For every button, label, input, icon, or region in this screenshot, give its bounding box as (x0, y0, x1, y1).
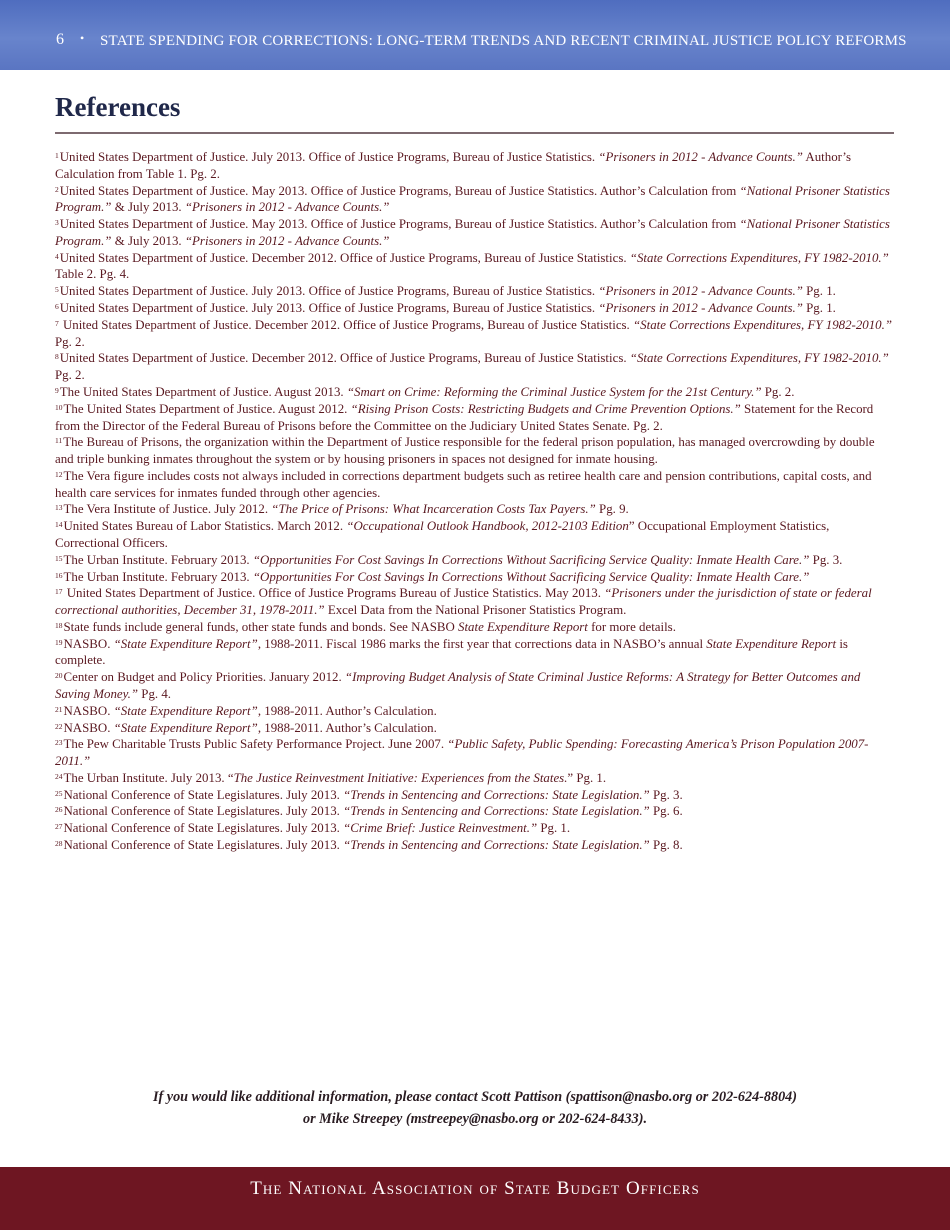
reference-number: 1 (55, 151, 59, 160)
reference-title: “State Corrections Expenditures, FY 1982-2010.” (629, 351, 889, 366)
reference-text: United States Department of Justice. December 2012. Office of Justice Programs, Bureau of Justice Statistics. (59, 317, 634, 332)
reference-item (55, 300, 895, 317)
contact-info (0, 1086, 950, 1130)
reference-title: “Trends in Sentencing and Corrections: State Legislation.” (343, 787, 650, 802)
reference-text: United States Department of Justice. July 2013. Office of Justice Programs, Bureau of Justice Statistics. (59, 284, 599, 299)
reference-text: State funds include general funds, other state funds and bonds. See NASBO (63, 619, 459, 634)
reference-title: “Trends in Sentencing and Corrections: State Legislation.” (343, 804, 650, 819)
footer-banner (0, 1167, 950, 1230)
reference-item (55, 149, 895, 183)
reference-number: 16 (55, 570, 63, 580)
reference-text: Pg. 1. (537, 821, 571, 836)
title-divider (55, 132, 894, 134)
reference-title: “Prisoners in 2012 - Advance Counts.” (598, 284, 803, 299)
reference-title: State Expenditure Report (706, 636, 837, 651)
reference-text: United States Department of Justice. July 2013. Office of Justice Programs, Bureau of Justice Statistics. (59, 301, 599, 316)
reference-number: 24 (55, 771, 63, 781)
reference-text: Author’s Calculation from Table 1. Pg. 2. (55, 150, 852, 181)
reference-text: United States Department of Justice. December 2012. Office of Justice Programs, Bureau of Justice Statistics. (59, 351, 630, 366)
reference-text: National Conference of State Legislatures. July 2013. (63, 821, 344, 836)
reference-title: “State Expenditure Report” (113, 703, 258, 718)
reference-text: United States Department of Justice. Office of Justice Programs Bureau of Justice Statistics. May 2013. (63, 586, 605, 601)
header-separator: • (80, 31, 85, 45)
reference-number: 10 (55, 402, 63, 412)
reference-number: 9 (55, 385, 59, 395)
reference-number: 17 (55, 587, 63, 597)
footer-organization: The National Association of State Budget Officers (250, 1178, 700, 1199)
reference-text: The Vera Institute of Justice. July 2012. (63, 502, 272, 517)
reference-item (55, 434, 895, 468)
references-list (55, 149, 895, 854)
reference-text: Pg. 4. (138, 687, 172, 701)
reference-item (55, 636, 895, 670)
reference-text: The Pew Charitable Trusts Public Safety Performance Project. June 2007. (63, 737, 448, 752)
reference-number: 21 (55, 704, 63, 714)
reference-item (55, 501, 895, 518)
reference-text: United States Department of Justice. May 2013. Office of Justice Programs, Bureau of Justice Statistics. Author’s Calculation from (59, 183, 740, 198)
reference-text: for more details. (587, 619, 676, 634)
reference-text: is complete. (55, 636, 848, 668)
reference-text: NASBO. (63, 703, 114, 718)
reference-text: Table 2. Pg. 4. (55, 267, 130, 282)
reference-title: “Prisoners in 2012 - Advance Counts.” (598, 301, 803, 316)
reference-number: 19 (55, 637, 63, 647)
reference-text: Pg. 3. (809, 552, 843, 567)
reference-number: 14 (55, 520, 63, 530)
reference-number: 23 (55, 738, 63, 748)
reference-text: , 1988-2011. Author’s Calculation. (257, 703, 437, 718)
reference-text: Pg. 9. (595, 502, 629, 517)
reference-text: & July 2013. (111, 200, 185, 215)
reference-text: The Bureau of Prisons, the organization within the Department of Justice responsible for the federal prison population, has managed overcrowding by double and triple bunking inmates throughout the system or by housing prisoners in spaces not designed for inmate housing. (55, 435, 875, 467)
reference-title: “Prisoners in 2012 - Advance Counts.” (184, 200, 390, 215)
reference-text: United States Department of Justice. May 2013. Office of Justice Programs, Bureau of Justice Statistics. Author’s Calculation from (59, 217, 740, 232)
reference-item (55, 216, 895, 250)
reference-item (55, 552, 895, 569)
reference-number: 20 (55, 671, 63, 681)
reference-text: , 1988-2011. Fiscal 1986 marks the first year that corrections data in NASBO’s annual (257, 636, 707, 651)
reference-title: “Smart on Crime: Reforming the Criminal Justice System for the 21st Century.” (346, 384, 762, 399)
reference-title: “Prisoners under the jurisdiction of state or federal correctional authorities, December 31, 1978-2011.” (55, 586, 872, 618)
reference-title: “State Corrections Expenditures, FY 1982-2010.” (629, 250, 889, 265)
reference-text: The Urban Institute. February 2013. (63, 569, 253, 584)
reference-item (55, 669, 895, 703)
reference-title: “Opportunities For Cost Savings In Corrections Without Sacrificing Service Quality: Inmate Health Care.” (252, 552, 810, 567)
reference-text: Pg. 3. (649, 787, 683, 802)
reference-item (55, 736, 895, 770)
reference-title: “Occupational Outlook Handbook, 2012-2103 Edition (346, 519, 629, 534)
reference-item (55, 250, 895, 284)
running-title: STATE SPENDING FOR CORRECTIONS: LONG-TERM TRENDS AND RECENT CRIMINAL JUSTICE POLICY REFORMS (100, 33, 907, 49)
reference-text: United States Department of Justice. December 2012. Office of Justice Programs, Bureau of Justice Statistics. (59, 250, 630, 265)
reference-item (55, 317, 895, 351)
reference-title: “Improving Budget Analysis of State Criminal Justice Reforms: A Strategy for Better Outcomes and Saving Money.” (55, 670, 861, 701)
reference-title: “State Expenditure Report” (113, 720, 258, 735)
reference-item (55, 619, 895, 636)
reference-number: 2 (55, 184, 59, 194)
reference-number: 18 (55, 620, 63, 630)
reference-title: State Expenditure Report (458, 619, 588, 634)
reference-item (55, 770, 895, 787)
reference-text: United States Department of Justice. July 2013. Office of Justice Programs, Bureau of Justice Statistics. (59, 150, 599, 164)
reference-text: ” Pg. 1. (567, 770, 607, 785)
reference-item (55, 468, 895, 502)
reference-text: National Conference of State Legislatures. July 2013. (63, 787, 344, 802)
contact-line-1: If you would like additional information, please contact Scott Pattison (spattison@nasbo.org or 202-624-8804) (153, 1089, 797, 1105)
reference-title: “National Prisoner Statistics Program.” (55, 183, 890, 215)
reference-item (55, 384, 895, 401)
reference-item (55, 283, 895, 300)
reference-text: The United States Department of Justice. August 2012. (63, 401, 351, 416)
reference-number: 13 (55, 503, 63, 513)
reference-text: Center on Budget and Policy Priorities. January 2012. (63, 670, 345, 685)
reference-text: NASBO. (63, 636, 114, 651)
reference-number: 8 (55, 352, 59, 362)
reference-text: The Vera figure includes costs not always included in corrections department budgets such as retiree health care and pension contributions, capital costs, and health care services for inmates funded through other agencies. (55, 468, 872, 500)
reference-number: 26 (55, 805, 63, 815)
reference-text: Pg. 1. (802, 301, 836, 316)
reference-text: Excel Data from the National Prisoner Statistics Program. (324, 603, 627, 618)
reference-number: 28 (55, 839, 63, 849)
page-title: References (55, 92, 181, 122)
reference-item (55, 183, 895, 217)
reference-text: National Conference of State Legislatures. July 2013. (63, 804, 344, 819)
reference-number: 22 (55, 721, 63, 731)
reference-number: 3 (55, 218, 59, 228)
page-number: 6 (56, 31, 64, 48)
reference-title: “State Corrections Expenditures, FY 1982-2010.” (633, 317, 893, 332)
reference-text: Pg. 8. (649, 838, 683, 853)
reference-item (55, 787, 895, 804)
reference-title: “Trends in Sentencing and Corrections: State Legislation.” (343, 838, 650, 853)
reference-text: National Conference of State Legislatures. July 2013. (63, 838, 344, 853)
reference-text: NASBO. (63, 720, 114, 735)
reference-item (55, 585, 895, 619)
reference-title: “Prisoners in 2012 - Advance Counts.” (184, 233, 390, 248)
reference-number: 11 (55, 436, 63, 446)
reference-title: “Public Safety, Public Spending: Forecasting America’s Prison Population 2007-2011.” (55, 737, 869, 769)
reference-title: “Crime Brief: Justice Reinvestment.” (343, 821, 538, 836)
reference-text: The Urban Institute. February 2013. (63, 552, 253, 567)
reference-text: Pg. 2. (55, 368, 85, 383)
reference-number: 4 (55, 251, 59, 261)
reference-item (55, 569, 895, 586)
reference-item (55, 720, 895, 737)
reference-text: Statement for the Record from the Director of the Federal Bureau of Prisons before the Committee on the Judiciary United States Senate. Pg. 2. (55, 401, 874, 433)
reference-text: ” Occupational Employment Statistics, Correctional Officers. (55, 519, 830, 550)
reference-text: United States Bureau of Labor Statistics. March 2012. (63, 519, 347, 534)
reference-text: The Urban Institute. July 2013. “ (63, 770, 234, 785)
reference-item (55, 401, 895, 435)
reference-number: 5 (55, 285, 59, 295)
reference-text: Pg. 6. (649, 804, 683, 819)
reference-item (55, 350, 895, 384)
reference-number: 27 (55, 822, 63, 832)
contact-line-2: or Mike Streepey (mstreepey@nasbo.org or 202-624-8433). (303, 1111, 647, 1127)
reference-item (55, 803, 895, 820)
reference-item (55, 820, 895, 837)
reference-number: 6 (55, 302, 59, 312)
reference-title: “Opportunities For Cost Savings In Corrections Without Sacrificing Service Quality: Inmate Health Care.” (252, 569, 810, 584)
reference-item (55, 703, 895, 720)
reference-text: & July 2013. (111, 233, 185, 248)
page-header-banner (0, 0, 950, 70)
reference-number: 12 (55, 469, 63, 479)
reference-title: “Prisoners in 2012 - Advance Counts.” (598, 150, 803, 164)
reference-text: Pg. 2. (761, 384, 795, 399)
reference-number: 25 (55, 788, 63, 798)
reference-text: , 1988-2011. Author’s Calculation. (257, 720, 437, 735)
reference-title: “Rising Prison Costs: Restricting Budgets and Crime Prevention Options.” (350, 401, 741, 416)
reference-item (55, 518, 895, 552)
reference-title: “State Expenditure Report” (113, 636, 258, 651)
reference-text: The United States Department of Justice. August 2013. (59, 384, 347, 399)
reference-text: Pg. 1. (802, 284, 836, 299)
reference-number: 7 (55, 318, 59, 328)
reference-number: 15 (55, 553, 63, 563)
reference-title: The Justice Reinvestment Initiative: Experiences from the States. (233, 770, 568, 785)
reference-text: Pg. 2. (55, 334, 85, 349)
reference-title: “The Price of Prisons: What Incarceration Costs Tax Payers.” (271, 502, 596, 517)
reference-title: “National Prisoner Statistics Program.” (55, 217, 890, 248)
reference-item (55, 837, 895, 854)
